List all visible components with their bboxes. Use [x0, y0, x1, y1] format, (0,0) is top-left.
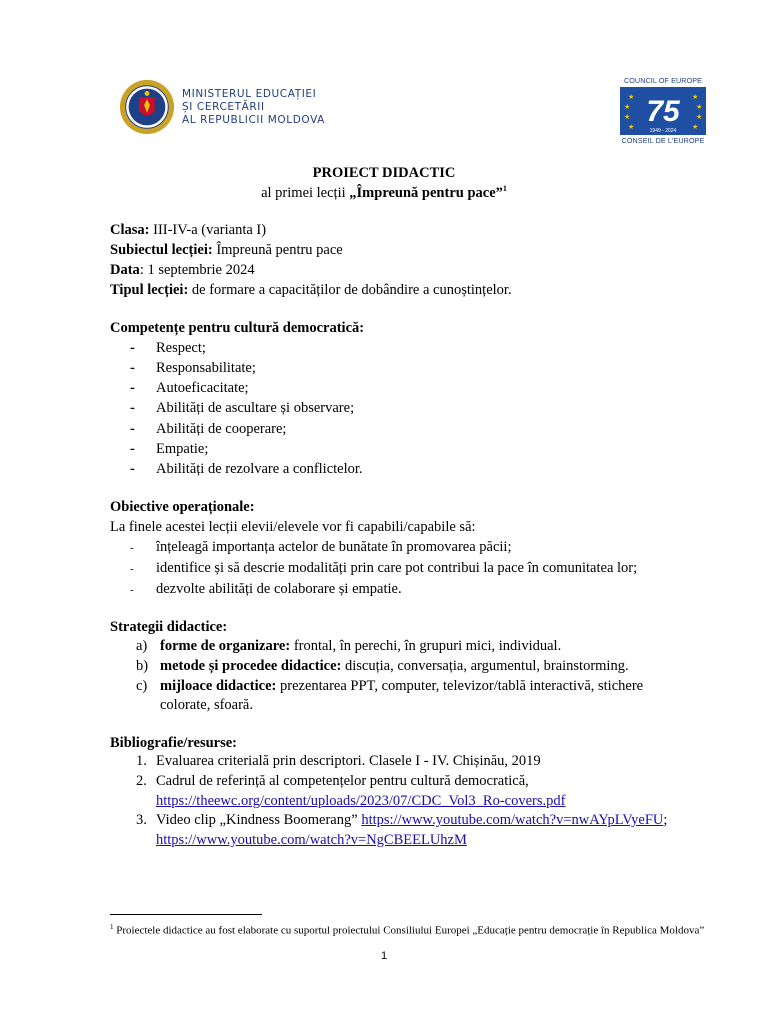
- list-item-label: mijloace didactice:: [160, 678, 277, 694]
- list-item: [136, 658, 629, 675]
- svg-text:★: ★: [692, 123, 699, 131]
- info-subject: [110, 242, 343, 259]
- list-item-text: Evaluarea criterială prin descriptori. Clasele I - IV. Chișinău, 2019: [156, 753, 541, 769]
- svg-text:★: ★: [624, 103, 631, 111]
- link-separator: ;: [663, 812, 668, 828]
- bullet-mark: -: [130, 542, 134, 554]
- list-item: [130, 421, 286, 438]
- subtitle-prefix: al primei lecții: [261, 184, 350, 201]
- coe-bottom-label: CONSEIL DE L'EUROPE: [621, 136, 705, 145]
- info-value: : 1 septembrie 2024: [139, 262, 255, 278]
- list-item: [130, 340, 206, 357]
- competences-heading: Competențe pentru cultură democratică:: [110, 320, 365, 336]
- info-label: Clasa:: [110, 222, 150, 238]
- svg-text:★: ★: [624, 113, 631, 121]
- bullet-mark: -: [130, 421, 135, 437]
- list-mark: 2.: [136, 773, 147, 789]
- bullet-mark: -: [130, 340, 135, 356]
- info-class: [110, 222, 266, 239]
- list-mark: 1.: [136, 753, 147, 769]
- ministry-seal-icon: [118, 78, 176, 136]
- footnote-text: Proiectele didactice au fost elaborate cu suportul proiectului Consiliului Europei „Educație pentru democrație în Republica Moldova”: [113, 924, 705, 937]
- youtube-link-2[interactable]: https://www.youtube.com/watch?v=NgCBEELUhzM: [156, 832, 467, 848]
- ministry-line-2: ȘI CERCETĂRII: [182, 100, 265, 113]
- list-item: [136, 773, 529, 790]
- list-item-text: Abilități de rezolvare a conflictelor.: [156, 461, 363, 477]
- list-item-text: identifice și să descrie modalități prin care pot contribui la pace în comunitatea lor;: [156, 560, 638, 576]
- subtitle-lesson-name: „Împreună pentru pace”: [349, 184, 503, 201]
- list-item: [136, 812, 667, 829]
- svg-text:★: ★: [696, 103, 703, 111]
- info-lesson-type: [110, 282, 512, 299]
- bullet-mark: -: [130, 380, 135, 396]
- footnote: [110, 920, 710, 938]
- council-of-europe-logo: [619, 76, 707, 145]
- info-label: Tipul lecției:: [110, 282, 189, 298]
- list-item: [130, 539, 512, 556]
- list-item-text: Respect;: [156, 340, 206, 356]
- strategies-heading: Strategii didactice:: [110, 619, 228, 635]
- list-item: [130, 400, 354, 417]
- svg-text:★: ★: [696, 113, 703, 121]
- bullet-mark: -: [130, 461, 135, 477]
- footnote-mark: 1: [110, 923, 114, 931]
- list-item-text: înțeleagă importanța actelor de bunătate în promovarea păcii;: [156, 539, 512, 555]
- list-item-text: discuția, conversația, argumentul, brainstorming.: [341, 658, 629, 674]
- youtube-link-1[interactable]: https://www.youtube.com/watch?v=nwAYpLVyeFU: [361, 812, 664, 828]
- list-item: [130, 441, 208, 458]
- list-item-text: dezvolte abilități de colaborare și empatie.: [156, 581, 402, 597]
- list-item-text: prezentarea PPT, computer, televizor/tablă interactivă, stichere: [276, 678, 644, 694]
- list-mark: a): [136, 638, 148, 654]
- list-item: [136, 638, 561, 655]
- bullet-mark: -: [130, 441, 135, 457]
- objectives-intro: La finele acestei lecții elevii/elevele vor fi capabili/capabile să:: [110, 519, 476, 535]
- footnote-separator: [110, 914, 262, 915]
- svg-text:★: ★: [628, 123, 635, 131]
- svg-text:★: ★: [628, 93, 635, 101]
- list-item-text: Empatie;: [156, 441, 209, 457]
- list-item: [130, 560, 637, 577]
- info-value: de formare a capacităților de dobândire a cunoștințelor.: [188, 282, 512, 298]
- info-label: Data: [110, 262, 140, 278]
- youtube-link-2-line: [156, 832, 467, 849]
- list-item-text: Cadrul de referință al competențelor pentru cultură democratică,: [156, 773, 529, 789]
- list-item-label: forme de organizare:: [160, 638, 291, 654]
- list-item-text: Video clip „Kindness Boomerang”: [156, 812, 362, 828]
- svg-text:★: ★: [692, 93, 699, 101]
- objectives-heading: Obiective operaționale:: [110, 499, 255, 515]
- bullet-mark: -: [130, 360, 135, 376]
- list-item-text: frontal, în perechi, în grupuri mici, individual.: [290, 638, 562, 654]
- list-item: [136, 753, 541, 770]
- list-mark: 3.: [136, 812, 147, 828]
- coe-number: 75: [646, 95, 680, 128]
- list-item-text: Abilități de ascultare și observare;: [156, 400, 355, 416]
- ministry-logo: [118, 76, 325, 138]
- info-value: III-IV-a (varianta I): [149, 222, 267, 238]
- list-mark: c): [136, 678, 148, 694]
- list-item: [130, 380, 249, 397]
- subtitle-footnote-ref: 1: [502, 184, 507, 193]
- coe-top-label: COUNCIL OF EUROPE: [623, 76, 703, 85]
- info-value: Împreună pentru pace: [212, 242, 343, 258]
- bullet-mark: -: [130, 400, 135, 416]
- info-date: [110, 262, 255, 279]
- cdc-link[interactable]: https://theewc.org/content/uploads/2023/07/CDC_Vol3_Ro-covers.pdf: [156, 793, 566, 809]
- list-item-text: Abilități de cooperare;: [156, 421, 287, 437]
- list-item: [136, 678, 643, 695]
- ministry-line-3: AL REPUBLICII MOLDOVA: [182, 113, 325, 126]
- list-item: [130, 461, 363, 478]
- cdc-link-line: [156, 793, 565, 810]
- list-item-continuation: colorate, sfoară.: [160, 697, 253, 713]
- list-item: [130, 581, 402, 598]
- bibliography-heading: Bibliografie/resurse:: [110, 735, 237, 751]
- list-mark: b): [136, 658, 149, 674]
- list-item-label: metode și procedee didactice:: [160, 658, 342, 674]
- coe-75-flag-icon: [620, 87, 706, 135]
- list-item-text: Responsabilitate;: [156, 360, 256, 376]
- bullet-mark: -: [130, 584, 134, 596]
- info-label: Subiectul lecției:: [110, 242, 213, 258]
- bullet-mark: -: [130, 563, 134, 575]
- list-item-text: Autoeficacitate;: [156, 380, 249, 396]
- document-title: PROIECT DIDACTIC: [312, 165, 456, 181]
- ministry-name: [182, 88, 325, 127]
- page-number: 1: [380, 950, 388, 962]
- ministry-line-1: MINISTERUL EDUCAȚIEI: [182, 87, 317, 100]
- coe-years: 1949 - 2024: [649, 128, 677, 134]
- list-item: [130, 360, 256, 377]
- document-subtitle: [0, 184, 768, 202]
